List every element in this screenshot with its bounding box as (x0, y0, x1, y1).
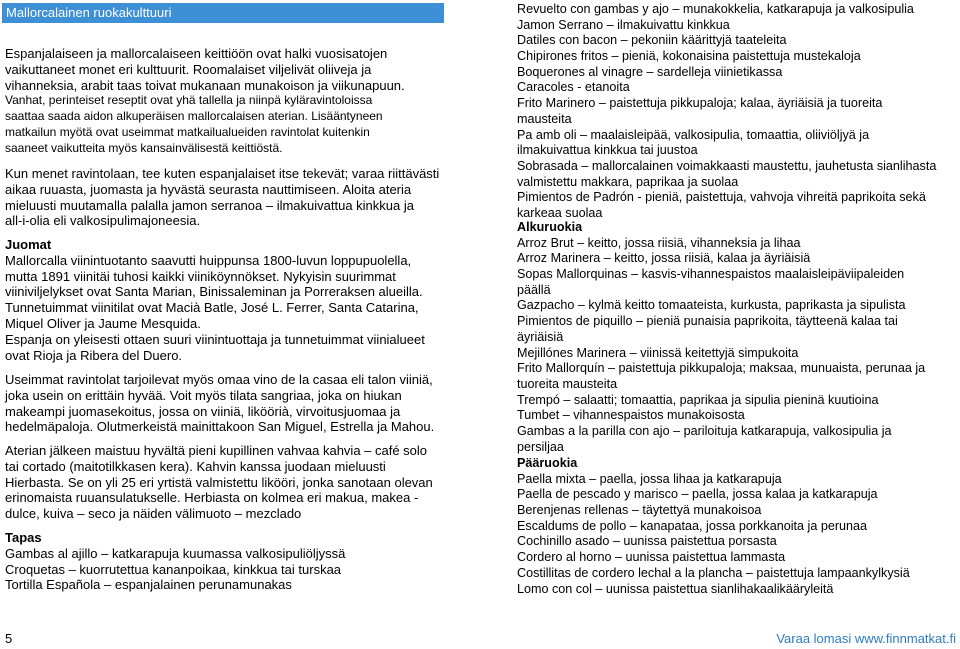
tapas-section (5, 530, 445, 593)
tapas-heading: Tapas (5, 530, 42, 545)
text-line: mieluusti muutamalla palalla jamon serranoa – ilmakuivattua kinkkua ja (5, 197, 414, 213)
text-line: Arroz Marinera – keitto, jossa riisiä, kalaa ja äyriäisiä (517, 251, 811, 266)
text-line: dulce, kuiva – seco ja näiden välimuoto – mezclado (5, 506, 302, 522)
section-title: Mallorcalainen ruokakulttuuri (6, 5, 172, 20)
footer-link[interactable]: Varaa lomasi www.finnmatkat.fi (776, 631, 956, 646)
tapas-continued (517, 2, 936, 222)
text-line: Espanjalaiseen ja mallorcalaiseen keittiöön ovat halki vuosisatojen (5, 46, 388, 61)
text-line: Cochinillo asado – uunissa paistettua porsasta (517, 534, 777, 549)
text-line: Pimientos de piquillo – pieniä punaisia paprikoita, täytteenä kalaa tai (517, 314, 898, 329)
text-line: Tumbet – vihannespaistos munakoisosta (517, 408, 745, 423)
text-line: matkailun myötä ovat useimmat matkailualueiden ravintolat kuitenkin (5, 124, 370, 139)
text-line: mutta 1891 viinitäi tuhosi kaikki viiniköynnökset. Nykyisin suurimmat (5, 268, 396, 284)
text-line: all-i-olia eli valkosipulimajoneesia. (5, 213, 201, 229)
text-line: tai cortado (maitotilkkasen kera). Kahvin kanssa juodaan mieluusti (5, 458, 386, 474)
text-line: saattaa saada aidon alkuperäisen mallorcalaisen aterian. Lisääntyneen (5, 109, 383, 124)
text-line: Caracoles - etanoita (517, 80, 630, 95)
text-line: Espanja on yleisesti ottaen suuri viinintuottaja ja tunnetuimmat viinialueet (5, 331, 425, 347)
text-line: ilmakuivattua kinkkua tai juustoa (517, 143, 698, 158)
text-line: Revuelto con gambas y ajo – munakokkelia, katkarapuja ja valkosipulia (517, 2, 914, 16)
text-line: Pimientos de Padrón - pieniä, paistettuja, vahvoja vihreitä paprikoita sekä (517, 190, 926, 205)
text-line: Arroz Brut – keitto, jossa riisiä, vihanneksia ja lihaa (517, 235, 801, 250)
text-line: Kun menet ravintolaan, tee kuten espanjalaiset itse tekevät; varaa riittävästi (5, 166, 440, 181)
text-line: hedelmäpaloja. Olutmerkeistä mainittakoon San Miguel, Estrella ja Mahou. (5, 419, 435, 435)
text-line: karkeaa suolaa (517, 205, 603, 220)
text-line: Gazpacho – kylmä keitto tomaateista, kurkusta, paprikasta ja sipulista (517, 298, 906, 313)
text-line: Mallorcalla viinintuotanto saavutti huippunsa 1800-luvun loppupuolella, (5, 252, 412, 268)
text-line: Aterian jälkeen maistuu hyvältä pieni kupillinen vahvaa kahvia – café solo (5, 443, 428, 458)
intro-paragraph (5, 46, 445, 157)
text-line: viiniviljelykset ovat Santa Marian, Binissaleminan ja Porreraksen alueilla. (5, 284, 423, 300)
mains-heading: Pääruokia (517, 456, 578, 470)
drinks-heading: Juomat (5, 237, 52, 252)
text-line: Croquetas – kuorrutettua kananpoikaa, kinkkua tai turskaa (5, 561, 342, 577)
text-line: Miquel Oliver ja Jaume Mesquida. (5, 315, 201, 331)
wine-paragraph (5, 372, 445, 435)
text-line: ovat Rioja ja Ribera del Duero. (5, 347, 183, 363)
text-line: Chipirones fritos – pieniä, kokonaisina paistettuja mustekaloja (517, 49, 861, 64)
text-line: valmistettu makkara, paprikaa ja suolaa (517, 174, 739, 189)
text-line: Pa amb oli – maalaisleipää, valkosipulia, tomaattia, oliiviöljyä ja (517, 127, 870, 142)
text-line: vihanneksia, arabit taas toivat mukanaan munakoison ja viikunapuun. (5, 77, 405, 93)
text-line: Jamon Serrano – ilmakuivattu kinkkua (517, 17, 730, 32)
text-line: Paella de pescado y marisco – paella, jossa kalaa ja katkarapuja (517, 487, 878, 502)
text-line: Gambas a la parilla con ajo – pariloituja katkarapuja, valkosipulia ja (517, 423, 892, 438)
restaurant-paragraph (5, 166, 445, 229)
text-line: Hierbasta. Se on yli 25 eri yrtistä valmistettu likööri, jonka sanotaan olevan (5, 474, 433, 490)
text-line: Frito Marinero – paistettuja pikkupaloja; kalaa, äyriäisiä ja tuoreita (517, 96, 883, 111)
text-line: makeampi juomasekoitus, jossa on viiniä, liköörià, virvoitusjuomaa ja (5, 403, 401, 419)
text-line: Tunnetuimmat viinitilat ovat Macià Batle, José L. Ferrer, Santa Catarina, (5, 300, 419, 316)
text-line: joka usein on erittäin hyvää. Voit myös tilata sangriaa, joka on hiukan (5, 387, 402, 403)
text-line: Boquerones al vinagre – sardelleja viinietikassa (517, 64, 783, 79)
text-line: Escaldums de pollo – kanapataa, jossa porkkanoita ja perunaa (517, 518, 868, 533)
starters-heading: Alkuruokia (517, 220, 583, 234)
drinks-section (5, 237, 445, 363)
text-line: Costillitas de cordero lechal a la plancha – paistettuja lampaankylkysiä (517, 565, 910, 580)
section-title-bar (2, 3, 444, 23)
text-line: vaikuttaneet monet eri kulttuurit. Roomalaiset viljelivät oliiveja ja (5, 61, 372, 77)
coffee-paragraph (5, 443, 445, 522)
text-line: Tortilla Española – espanjalainen perunamunakas (5, 577, 292, 593)
text-line: Sobrasada – mallorcalainen voimakkaasti maustettu, jauhetusta sianlihasta (517, 158, 937, 173)
text-line: äyriäisiä (517, 329, 564, 344)
text-line: saaneet vaikutteita myös kansainvälisestä keittiöstä. (5, 140, 283, 155)
page-number: 5 (5, 631, 13, 646)
text-line: Gambas al ajillo – katkarapuja kuumassa valkosipuliöljyssä (5, 545, 346, 561)
text-line: Useimmat ravintolat tarjoilevat myös omaa vino de la casaa eli talon viiniä, (5, 372, 433, 387)
text-line: tuoreita mausteita (517, 376, 618, 391)
text-line: Sopas Mallorquinas – kasvis-vihannespaistos maalaisleipäviipaleiden (517, 267, 905, 282)
mains-section (517, 456, 910, 597)
text-line: erinomaista ruuansulatukselle. Herbiasta on kolmea eri makua, makea - (5, 490, 419, 506)
text-line: Mejillónes Marinera – viinissä keitettyjä simpukoita (517, 345, 799, 360)
text-line: Datiles con bacon – pekoniin käärittyjä taateleita (517, 33, 787, 48)
text-line: mausteita (517, 111, 572, 126)
text-line: Cordero al horno – uunissa paistettua lammasta (517, 550, 786, 565)
text-line: persiljaa (517, 439, 564, 454)
text-line: aikaa ruuasta, juomasta ja hyvästä seurasta nauttimiseen. Aloita ateria (5, 181, 412, 197)
text-line: Vanhat, perinteiset reseptit ovat yhä tallella ja niinpä kyläravintoloissa (5, 93, 373, 108)
starters-section (517, 220, 925, 455)
text-line: Frito Mallorquín – paistettuja pikkupaloja; maksaa, munuaista, perunaa ja (517, 361, 926, 376)
text-line: Paella mixta – paella, jossa lihaa ja katkarapuja (517, 471, 782, 486)
text-line: Lomo con col – uunissa paistettua sianlihakaalikääryleitä (517, 581, 834, 596)
text-line: Trempó – salaatti; tomaattia, paprikaa ja sipulia pieninä kuutioina (517, 392, 879, 407)
text-line: päällä (517, 282, 551, 297)
text-line: Berenjenas rellenas – täytettyä munakoisoa (517, 503, 762, 518)
